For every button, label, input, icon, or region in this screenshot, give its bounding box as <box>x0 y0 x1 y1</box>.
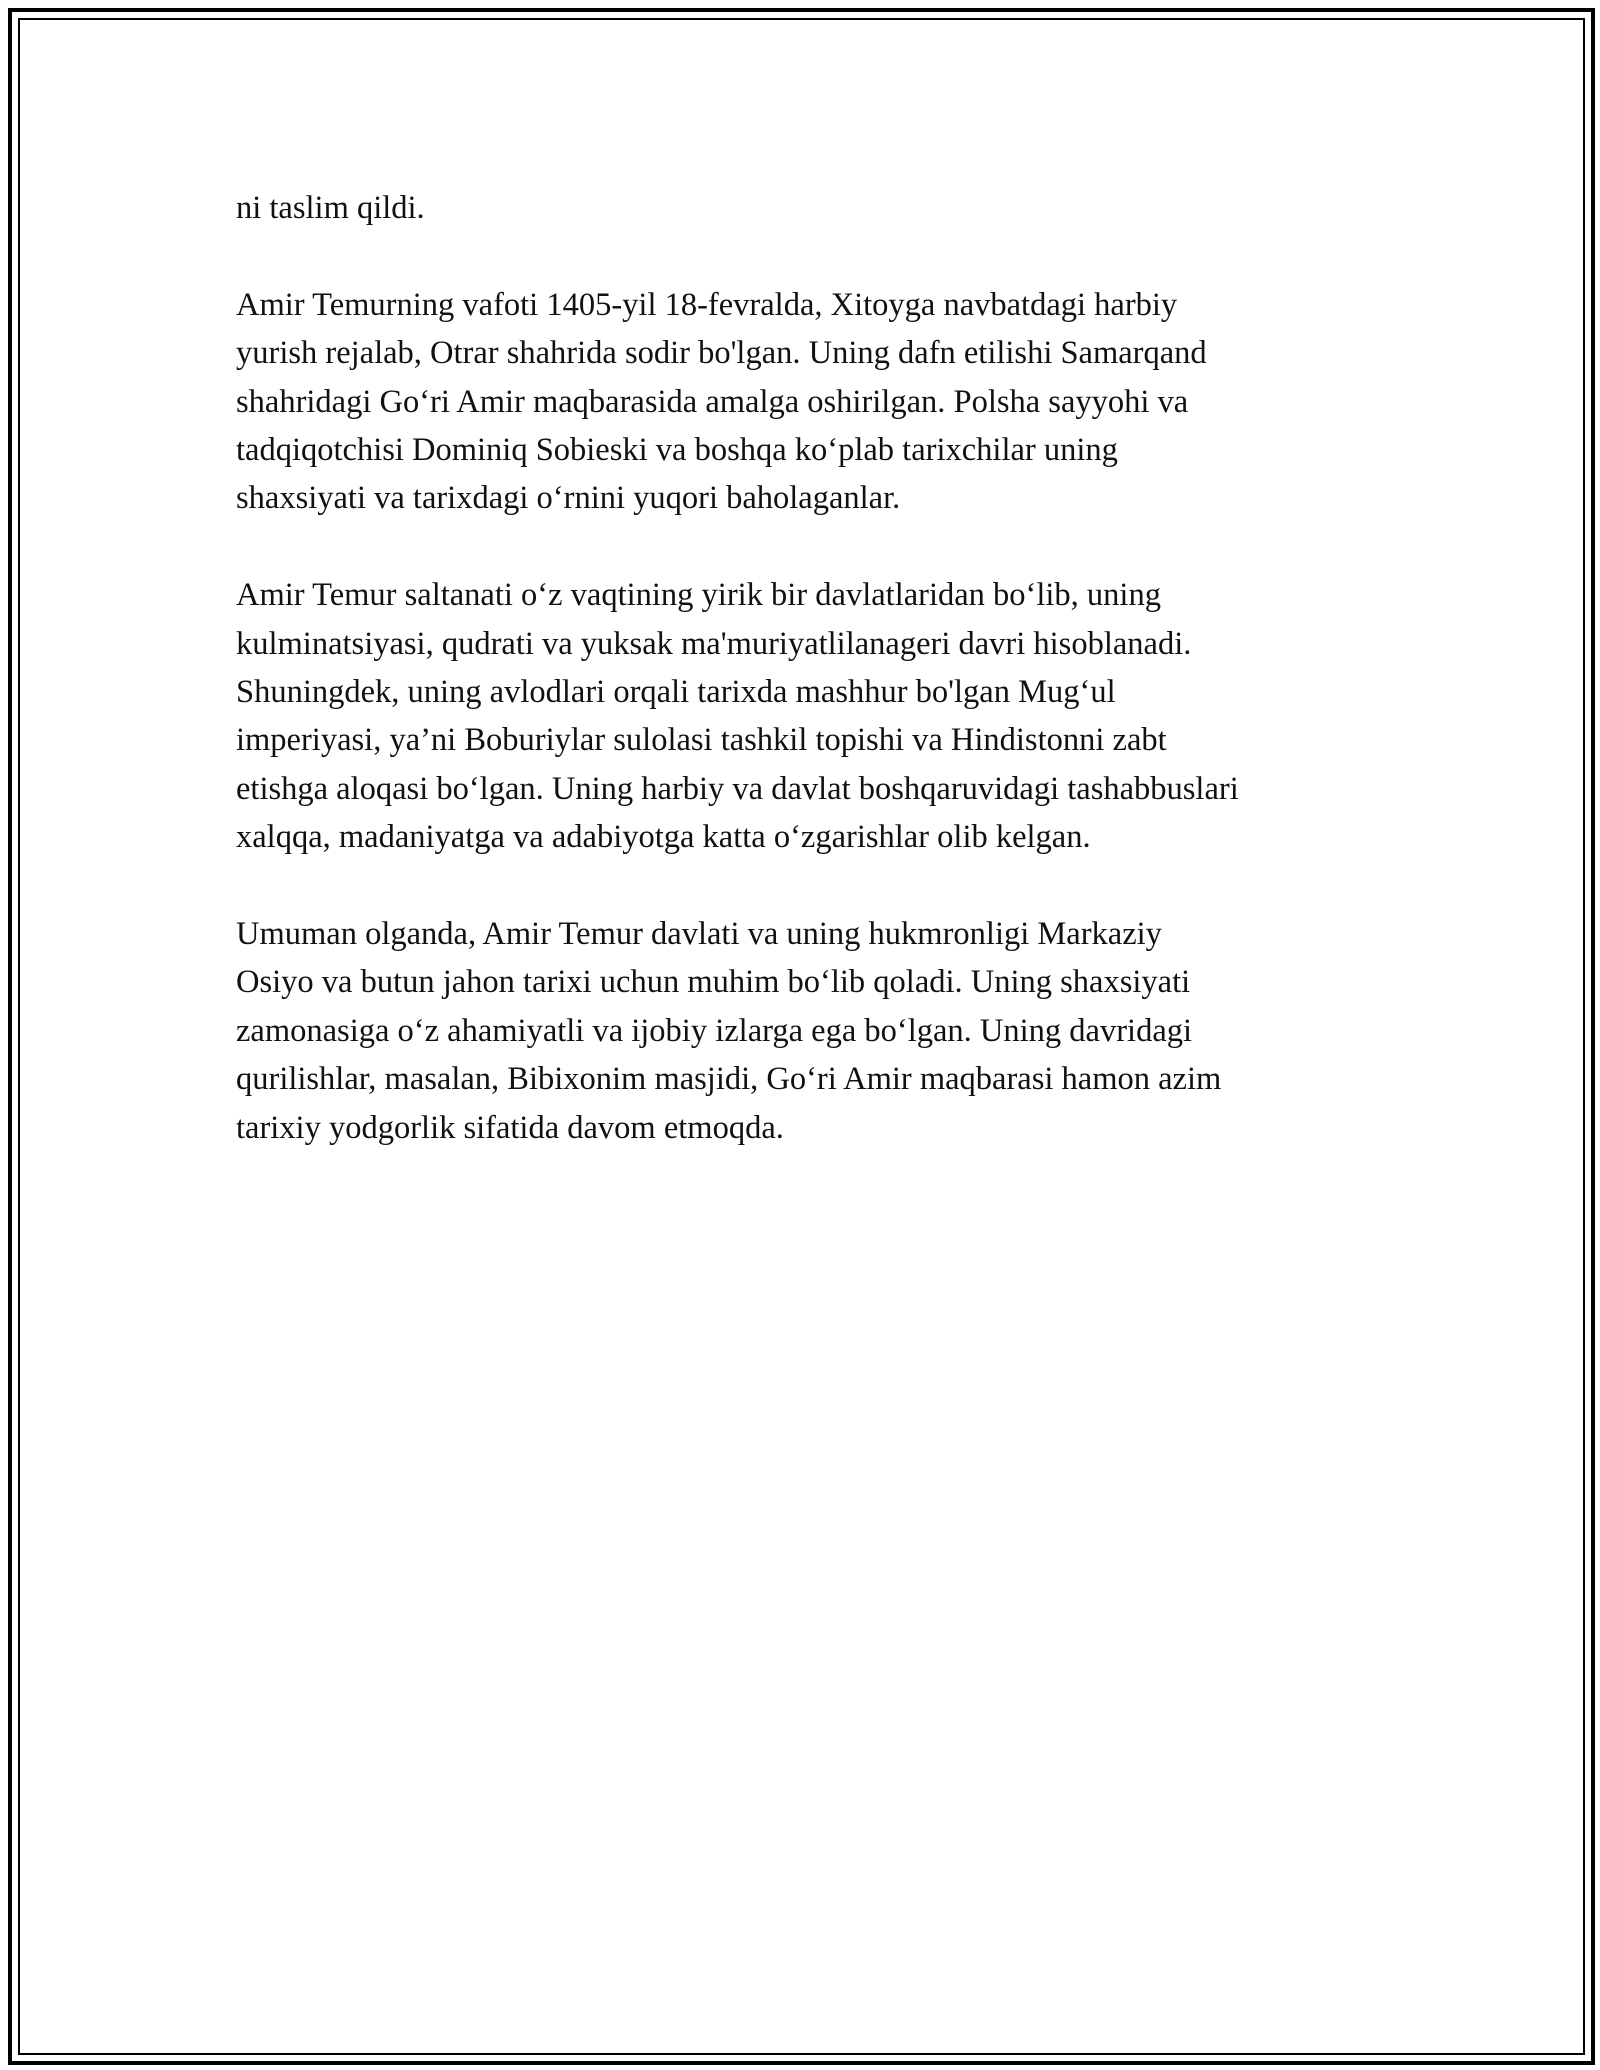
paragraph-4 <box>236 910 1376 1152</box>
paragraph-2 <box>236 281 1376 523</box>
text-line: qurilishlar, masalan, Bibixonim masjidi, Go‘ri Amir maqbarasi hamon azim <box>236 1061 1222 1098</box>
text-line: kulminatsiyasi, qudrati va yuksak ma'muriyatlilanageri davri hisoblanadi. <box>236 625 1192 662</box>
text-line: shahridagi Go‘ri Amir maqbarasida amalga oshirilgan. Polsha sayyohi va <box>236 383 1189 420</box>
text-line: Osiyo va butun jahon tarixi uchun muhim bo‘lib qoladi. Uning shaxsiyati <box>236 964 1191 1001</box>
text-line: shaxsiyati va tarixdagi o‘rnini yuqori baholaganlar. <box>236 480 901 517</box>
paragraph-3 <box>236 571 1376 861</box>
text-line: yurish rejalab, Otrar shahrida sodir bo'lgan. Uning dafn etilishi Samarqand <box>236 335 1207 372</box>
text-line: Amir Temurning vafoti 1405-yil 18-fevralda, Xitoyga navbatdagi harbiy <box>236 286 1178 323</box>
text-line: zamonasiga o‘z ahamiyatli va ijobiy izlarga ega bo‘lgan. Uning davridagi <box>236 1012 1193 1049</box>
paragraph-1 <box>236 184 1376 232</box>
text-line: ni taslim qildi. <box>236 190 425 226</box>
text-line: Shuningdek, uning avlodlari orqali tarixda mashhur bo'lgan Mug‘ul <box>236 674 1116 711</box>
text-line: tarixiy yodgorlik sifatida davom etmoqda. <box>236 1109 784 1146</box>
text-line: xalqqa, madaniyatga va adabiyotga katta o‘zgarishlar olib kelgan. <box>236 819 1091 856</box>
text-line: etishga aloqasi bo‘lgan. Uning harbiy va davlat boshqaruvidagi tashabbuslari <box>236 770 1239 807</box>
text-line: Umuman olganda, Amir Temur davlati va uning hukmronligi Markaziy <box>236 916 1162 953</box>
text-line: tadqiqotchisi Dominiq Sobieski va boshqa ko‘plab tarixchilar uning <box>236 432 1118 469</box>
text-line: imperiyasi, ya’ni Boburiylar sulolasi tashkil topishi va Hindistonni zabt <box>236 722 1167 759</box>
text-line: Amir Temur saltanati o‘z vaqtining yirik bir davlatlaridan bo‘lib, uning <box>236 577 1161 614</box>
document-body <box>236 184 1376 1200</box>
